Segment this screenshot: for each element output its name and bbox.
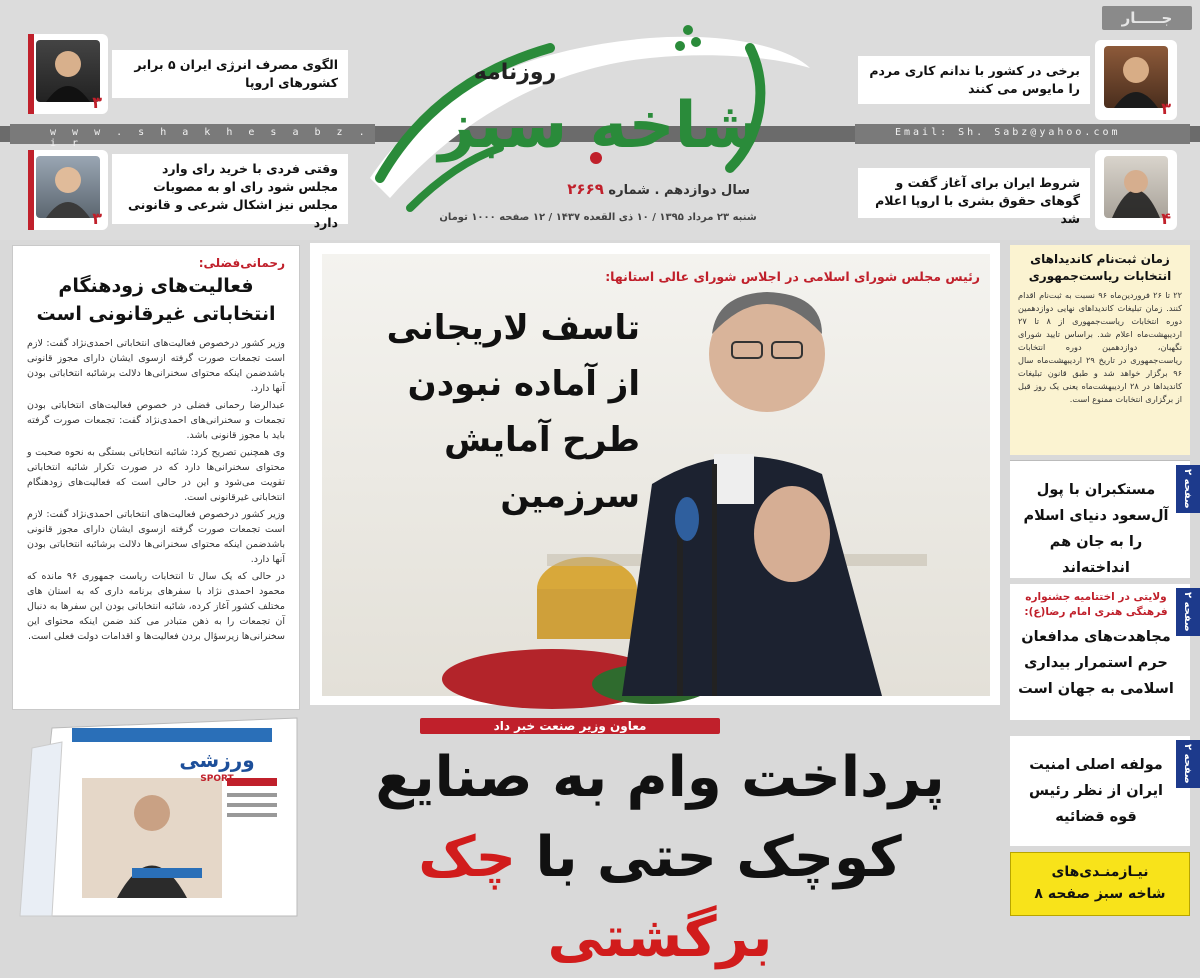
page-tab: صفحه ۲	[1176, 465, 1200, 513]
main-headline-line1[interactable]: پرداخت وام به صنایع	[375, 745, 945, 810]
box-headline: مستکبران با پول آل‌سعود دنیای اسلام را به جان هم انداخته‌اند	[1023, 482, 1169, 576]
right-box-election[interactable]	[1010, 245, 1190, 455]
box-headline: مجاهدت‌های مدافعان حرم استمرار بیداری اسلامی به جهان است	[1018, 629, 1174, 697]
issue-number: ۲۶۶۹	[567, 180, 604, 198]
teaser-thumb-mid-left[interactable]	[28, 150, 108, 230]
photo-kicker: رئیس مجلس شورای اسلامی در اجلاس شورای عالی استانها:	[605, 269, 980, 284]
person-icon	[36, 40, 100, 102]
date-line: شنبه ۲۳ مرداد ۱۳۹۵ / ۱۰ ذی القعده ۱۴۳۷ / ۱۲ صفحه ۱۰۰۰ تومان	[439, 212, 757, 223]
article-paragraph: وزیر کشور درخصوص فعالیت‌های انتخاباتی احمدی‌نژاد گفت: لازم است تجمعات صورت گرفته ازسوی ایشان دارای مجوز قانونی باشدضمن اینکه محتوای سخنرانی‌ها دلالت برشائبه انتخاباتی بودن آنها دارد.	[27, 509, 285, 565]
teaser-thumb-top-left[interactable]	[28, 34, 108, 114]
right-box-mostakbaran[interactable]	[1010, 460, 1193, 578]
page-number: ۳	[1161, 99, 1171, 118]
article-paragraph: وزیر کشور درخصوص فعالیت‌های انتخاباتی احمدی‌نژاد گفت: لازم است تجمعات صورت گرفته ازسوی ایشان دارای مجوز قانونی باشدضمن اینکه محتوای سخنرانی‌ها دلالت برشائبه انتخاباتی بودن آنها دارد.	[27, 338, 285, 394]
page-number: ۳	[92, 209, 102, 228]
corner-tag: جـــــار	[1102, 6, 1192, 30]
person-icon	[1104, 46, 1168, 108]
portrait-image	[1104, 46, 1168, 108]
main-headline-line2[interactable]	[320, 818, 1000, 978]
box-body: ۲۲ تا ۲۶ فروردین‌ماه ۹۶ نسبت به ثبت‌نام اقدام کنند. زمان تبلیغات کاندیداهای نهایی دوازدهمین دوره انتخابات ریاست‌جمهوری از ۸ تا ۲۷ اردیبهشت‌ماه اعلام شد. براساس تایید شورای نگهبان، دوازدهمین دوره انتخابات ریاست‌جمهوری در تاریخ ۲۹ اردیبهشت‌ماه سال ۹۶ برگزار خواهد شد و طبق قانون تبلیغات کاندیداها در ۲۸ اردیبهشت‌ماه یعنی یک روز قبل از برگزاری انتخابات ممنوع است.	[1018, 290, 1183, 404]
teaser-thumb-mid-right[interactable]	[1095, 150, 1177, 230]
person-icon	[1104, 156, 1168, 218]
teaser-top-right[interactable]: برخی در کشور با ندانم کاری مردم را مایوس می کنند	[858, 56, 1090, 104]
accent-bar	[28, 150, 34, 230]
main-headline-part: کوچک حتی با	[535, 825, 902, 890]
masthead-issue	[530, 180, 750, 198]
right-box-velayati[interactable]	[1010, 584, 1193, 720]
email-strip[interactable]: Email: Sh. Sabz@yahoo.com	[855, 124, 1190, 144]
sport-paper-subtitle: SPORT	[200, 774, 234, 784]
article-paragraph: وی همچنین تصریح کرد: شائبه انتخاباتی بستگی به نحوه صحبت و محتوای سخنرانی‌ها دارد که در صورت تکرار شائبه انتخاباتی تقویت می‌شود و این در حالی است که فعالیت‌های زودهنگام انتخاباتی غیرقانونی است.	[27, 447, 285, 503]
year-issue-label: سال دوازدهم . شماره	[608, 183, 750, 198]
page-number: ۴	[1161, 209, 1171, 228]
box-kicker: ولایتی در اختتامیه جشنواره فرهنگی هنری امام رضا(ع):	[1024, 591, 1168, 618]
masthead-title: شاخه سبز	[438, 89, 762, 163]
masthead-prefix: روزنامه	[473, 60, 557, 85]
teaser-thumb-top-right[interactable]	[1095, 40, 1177, 120]
teaser-top-left[interactable]: الگوی مصرف انرژی ایران ۵ برابر کشورهای اروپا	[112, 50, 348, 98]
article-headline: فعالیت‌های زودهنگام انتخاباتی غیرقانونی است	[36, 275, 276, 325]
teaser-mid-right[interactable]: شروط ایران برای آغاز گفت و گوهای حقوق بشری با اروپا اعلام شد	[858, 168, 1090, 218]
sport-paper-title: ورزشی	[179, 748, 255, 772]
teaser-mid-left[interactable]: وقتی فردی با خرید رای وارد مجلس شود رای او به مصوبات مجلس نیز اشکال شرعی و قانونی دارد	[112, 154, 348, 224]
right-box-security[interactable]	[1010, 736, 1193, 846]
main-headline-highlight: چک برگشتی	[418, 825, 773, 970]
accent-bar	[28, 34, 34, 114]
article-paragraph: در حالی که یک سال تا انتخابات ریاست جمهوری ۹۶ مانده که محمود احمدی نژاد با سفرهای برنامه داری که به استان های مختلف کشور آغاز کرده، شائبه انتخاباتی بودن این سفرها به دنبال آن تجمعات را به ذهن متبادر می کند ضمن اینکه محتوای این سخنرانی‌ها زیرسؤال بردن فعالیت‌ها و اقدامات دولت فعلی است.	[27, 571, 286, 642]
portrait-image	[36, 40, 100, 102]
person-icon	[36, 156, 100, 218]
portrait-image	[36, 156, 100, 218]
photo-headline[interactable]: تاسف لاریجانی از آماده نبودن طرح آمایش سرزمین	[386, 308, 640, 516]
portrait-image	[1104, 156, 1168, 218]
left-article[interactable]	[12, 245, 300, 710]
article-kicker: رحمانی‌فضلی:	[198, 256, 285, 270]
box-headline: مولفه اصلی امنیت ایران از نظر رئیس قوه قضائیه	[1028, 757, 1164, 825]
main-kicker: معاون وزیر صنعت خبر داد	[420, 718, 720, 734]
page-tab: صفحه ۲	[1176, 740, 1200, 788]
classifieds-line1: نیـازمنـدی‌های	[1051, 864, 1149, 880]
page-tab: صفحه ۲	[1176, 588, 1200, 636]
box-title: زمان ثبت‌نام کاندیداهای انتخابات ریاست‌جمهوری	[1028, 252, 1172, 283]
article-paragraph: عبدالرضا رحمانی فضلی در خصوص فعالیت‌های انتخاباتی بودن تجمعات و سخنرانی‌های احمدی‌نژاد گفت: تجمعات صورت گرفته باید با مجوز قانونی باشد.	[27, 400, 285, 441]
classifieds-line2: شاخه سبز صفحه ۸	[1034, 886, 1166, 902]
article-body	[27, 336, 285, 644]
website-strip[interactable]: w w w . s h a k h e s a b z . i r	[10, 124, 375, 144]
sport-paper-thumbnail[interactable]	[12, 718, 297, 916]
page-number: ۳	[92, 93, 102, 112]
classifieds-box[interactable]	[1010, 852, 1190, 916]
